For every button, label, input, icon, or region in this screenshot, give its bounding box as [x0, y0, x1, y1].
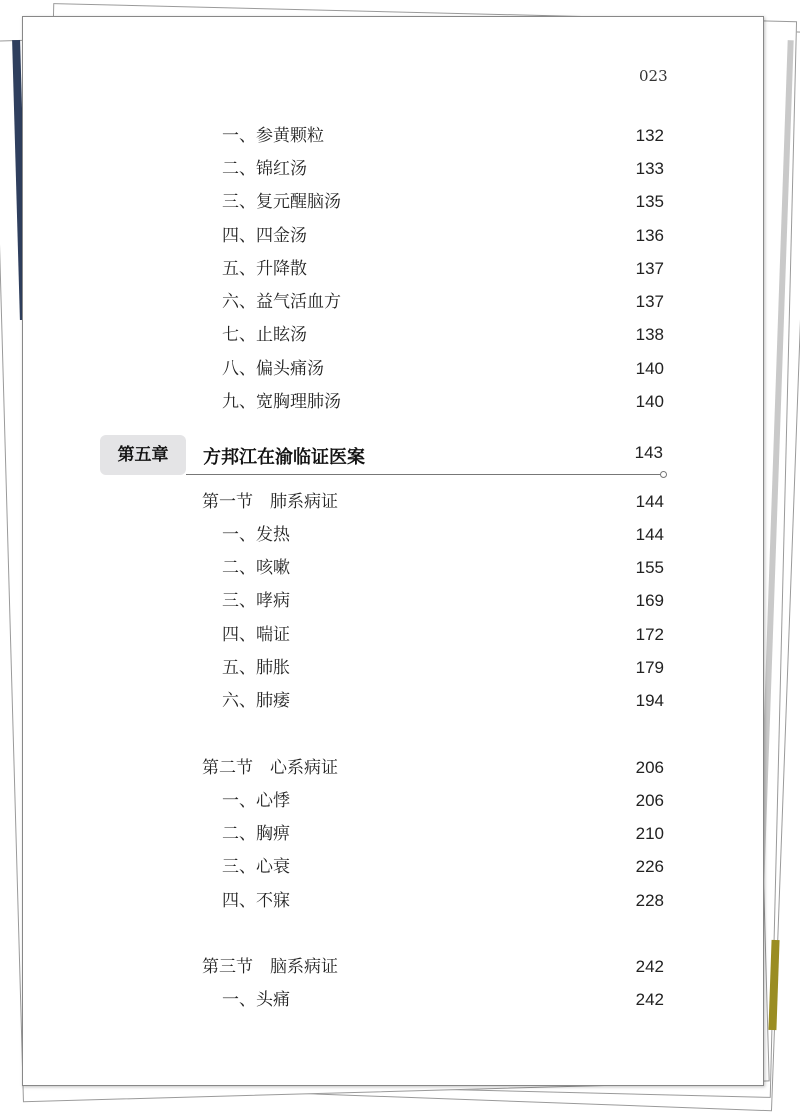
toc-entry[interactable]	[222, 588, 664, 614]
toc-entry-page: 136	[635, 226, 664, 245]
chapter-divider	[186, 474, 663, 475]
toc-entry-page: 138	[635, 325, 664, 344]
toc-entry-page: 228	[635, 891, 664, 910]
toc-entry-label: 四、喘证	[222, 625, 290, 645]
chapter-title[interactable]: 方邦江在渝临证医案	[203, 447, 365, 468]
toc-entry-label: 一、参黄颗粒	[222, 126, 324, 146]
toc-entry-page: 135	[635, 192, 664, 211]
divider-end-dot	[660, 471, 667, 478]
toc-entry-page: 210	[635, 824, 664, 843]
toc-section[interactable]	[202, 489, 664, 515]
toc-entry-label: 九、宽胸理肺汤	[222, 392, 341, 412]
chapter-page: 143	[634, 443, 663, 462]
toc-entry[interactable]	[222, 688, 664, 714]
toc-entry[interactable]	[222, 123, 664, 149]
toc-entry-label: 六、益气活血方	[222, 292, 341, 312]
toc-entry[interactable]	[222, 788, 664, 814]
toc-entry-label: 八、偏头痛汤	[222, 359, 324, 379]
toc-section[interactable]	[202, 755, 664, 781]
cover-edge	[768, 940, 779, 1030]
toc-entry-label: 四、不寐	[222, 891, 290, 911]
toc-entry[interactable]	[222, 987, 664, 1013]
toc-entry[interactable]	[222, 622, 664, 648]
toc-entry-page: 194	[635, 691, 664, 710]
toc-section-label: 第三节 脑系病证	[202, 957, 338, 977]
toc-entry-page: 172	[635, 625, 664, 644]
toc-entry[interactable]	[222, 322, 664, 348]
toc-entry[interactable]	[222, 522, 664, 548]
toc-entry[interactable]	[222, 223, 664, 249]
chapter-tag[interactable]: 第五章	[100, 435, 186, 475]
toc-entry-page: 144	[635, 525, 664, 544]
toc-entry-label: 七、止眩汤	[222, 325, 307, 345]
toc-entry-label: 三、哮病	[222, 591, 290, 611]
toc-entry-label: 一、头痛	[222, 990, 290, 1010]
toc-page	[22, 16, 764, 1086]
toc-entry-label: 二、锦红汤	[222, 159, 307, 179]
toc-entry-page: 132	[635, 126, 664, 145]
toc-entry-label: 五、升降散	[222, 259, 307, 279]
toc-entry-label: 二、咳嗽	[222, 558, 290, 578]
toc-entry-page: 242	[635, 990, 664, 1009]
toc-section-label: 第一节 肺系病证	[202, 492, 338, 512]
toc-section-page: 242	[635, 957, 664, 976]
toc-entry-page: 140	[635, 359, 664, 378]
toc-entry-label: 五、肺胀	[222, 658, 290, 678]
toc-entry-label: 一、心悸	[222, 791, 290, 811]
toc-entry-page: 137	[635, 292, 664, 311]
toc-entry[interactable]	[222, 888, 664, 914]
toc-entry[interactable]	[222, 289, 664, 315]
toc-entry-page: 169	[635, 591, 664, 610]
toc-entry-page: 226	[635, 857, 664, 876]
toc-entry[interactable]	[222, 555, 664, 581]
toc-entry-page: 155	[635, 558, 664, 577]
toc-entry[interactable]	[222, 389, 664, 415]
toc-entry-page: 206	[635, 791, 664, 810]
toc-entry-label: 二、胸痹	[222, 824, 290, 844]
toc-entry-label: 六、肺痿	[222, 691, 290, 711]
toc-entry-label: 三、心衰	[222, 857, 290, 877]
toc-entry[interactable]	[222, 655, 664, 681]
toc-entry[interactable]	[222, 821, 664, 847]
toc-section-page: 206	[635, 758, 664, 777]
toc-entry-page: 137	[635, 259, 664, 278]
toc-entry-label: 一、发热	[222, 525, 290, 545]
toc-entry-label: 三、复元醒脑汤	[222, 192, 341, 212]
page-number: 023	[639, 67, 668, 85]
toc-entry[interactable]	[222, 189, 664, 215]
toc-section-label: 第二节 心系病证	[202, 758, 338, 778]
toc-entry-label: 四、四金汤	[222, 226, 307, 246]
toc-entry[interactable]	[222, 256, 664, 282]
toc-section-page: 144	[635, 492, 664, 511]
toc-entry-page: 140	[635, 392, 664, 411]
toc-entry-page: 179	[635, 658, 664, 677]
toc-entry-page: 133	[635, 159, 664, 178]
toc-entry[interactable]	[222, 356, 664, 382]
toc-section[interactable]	[202, 954, 664, 980]
toc-entry[interactable]	[222, 854, 664, 880]
toc-entry[interactable]	[222, 156, 664, 182]
